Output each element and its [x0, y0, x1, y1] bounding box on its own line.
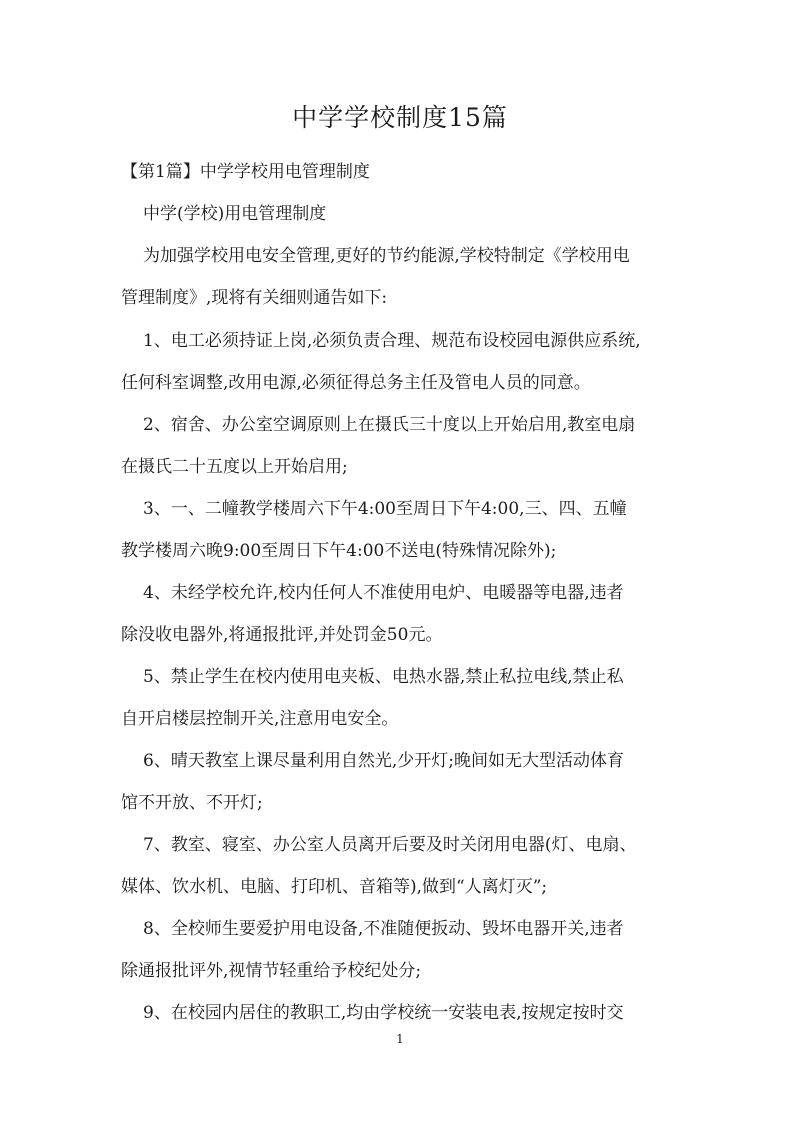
- intro-line-2: 管理制度》,现将有关细则通告如下:: [121, 288, 388, 308]
- item-4-line-1: 4、未经学校允许,校内任何人不准使用电炉、电暖器等电器,违者: [143, 583, 624, 603]
- section-subtitle: 中学(学校)用电管理制度: [143, 204, 327, 224]
- item-2-line-1: 2、宿舍、办公室空调原则上在摄氏三十度以上开始启用,教室电扇: [143, 415, 636, 435]
- item-1-line-2: 任何科室调整,改用电源,必须征得总务主任及管电人员的同意。: [121, 373, 591, 393]
- item-6-line-1: 6、晴天教室上课尽量利用自然光,少开灯;晚间如无大型活动体育: [143, 751, 624, 771]
- item-3-line-1: 3、一、二幢教学楼周六下午4:00至周日下午4:00,三、四、五幢: [143, 499, 627, 519]
- item-1-line-1: 1、电工必须持证上岗,必须负责合理、规范布设校园电源供应系统,: [143, 331, 641, 351]
- item-9-line-1: 9、在校园内居住的教职工,均由学校统一安装电表,按规定按时交: [143, 1003, 624, 1023]
- item-7-line-2: 媒体、饮水机、电脑、打印机、音箱等),做到“人离灯灭”;: [121, 877, 548, 897]
- item-8-line-2: 除通报批评外,视情节轻重给予校纪处分;: [121, 961, 422, 981]
- item-5-line-2: 自开启楼层控制开关,注意用电安全。: [121, 709, 399, 729]
- item-8-line-1: 8、全校师生要爱护用电设备,不准随便扳动、毁坏电器开关,违者: [143, 919, 624, 939]
- document-title: 中学学校制度15篇: [292, 103, 508, 132]
- intro-line-1: 为加强学校用电安全管理,更好的节约能源,学校特制定《学校用电: [143, 246, 630, 266]
- item-4-line-2: 除没收电器外,将通报批评,并处罚金50元。: [121, 625, 443, 645]
- item-5-line-1: 5、禁止学生在校内使用电夹板、电热水器,禁止私拉电线,禁止私: [143, 667, 624, 687]
- page-number: 1: [396, 1032, 404, 1046]
- item-2-line-2: 在摄氏二十五度以上开始启用;: [121, 457, 348, 477]
- item-7-line-1: 7、教室、寝室、办公室人员离开后要及时关闭用电器(灯、电扇、: [143, 835, 637, 855]
- item-3-line-2: 教学楼周六晚9:00至周日下午4:00不送电(特殊情况除外);: [121, 541, 557, 561]
- item-6-line-2: 馆不开放、不开灯;: [121, 793, 263, 813]
- section-heading: 【第1篇】中学学校用电管理制度: [121, 162, 370, 182]
